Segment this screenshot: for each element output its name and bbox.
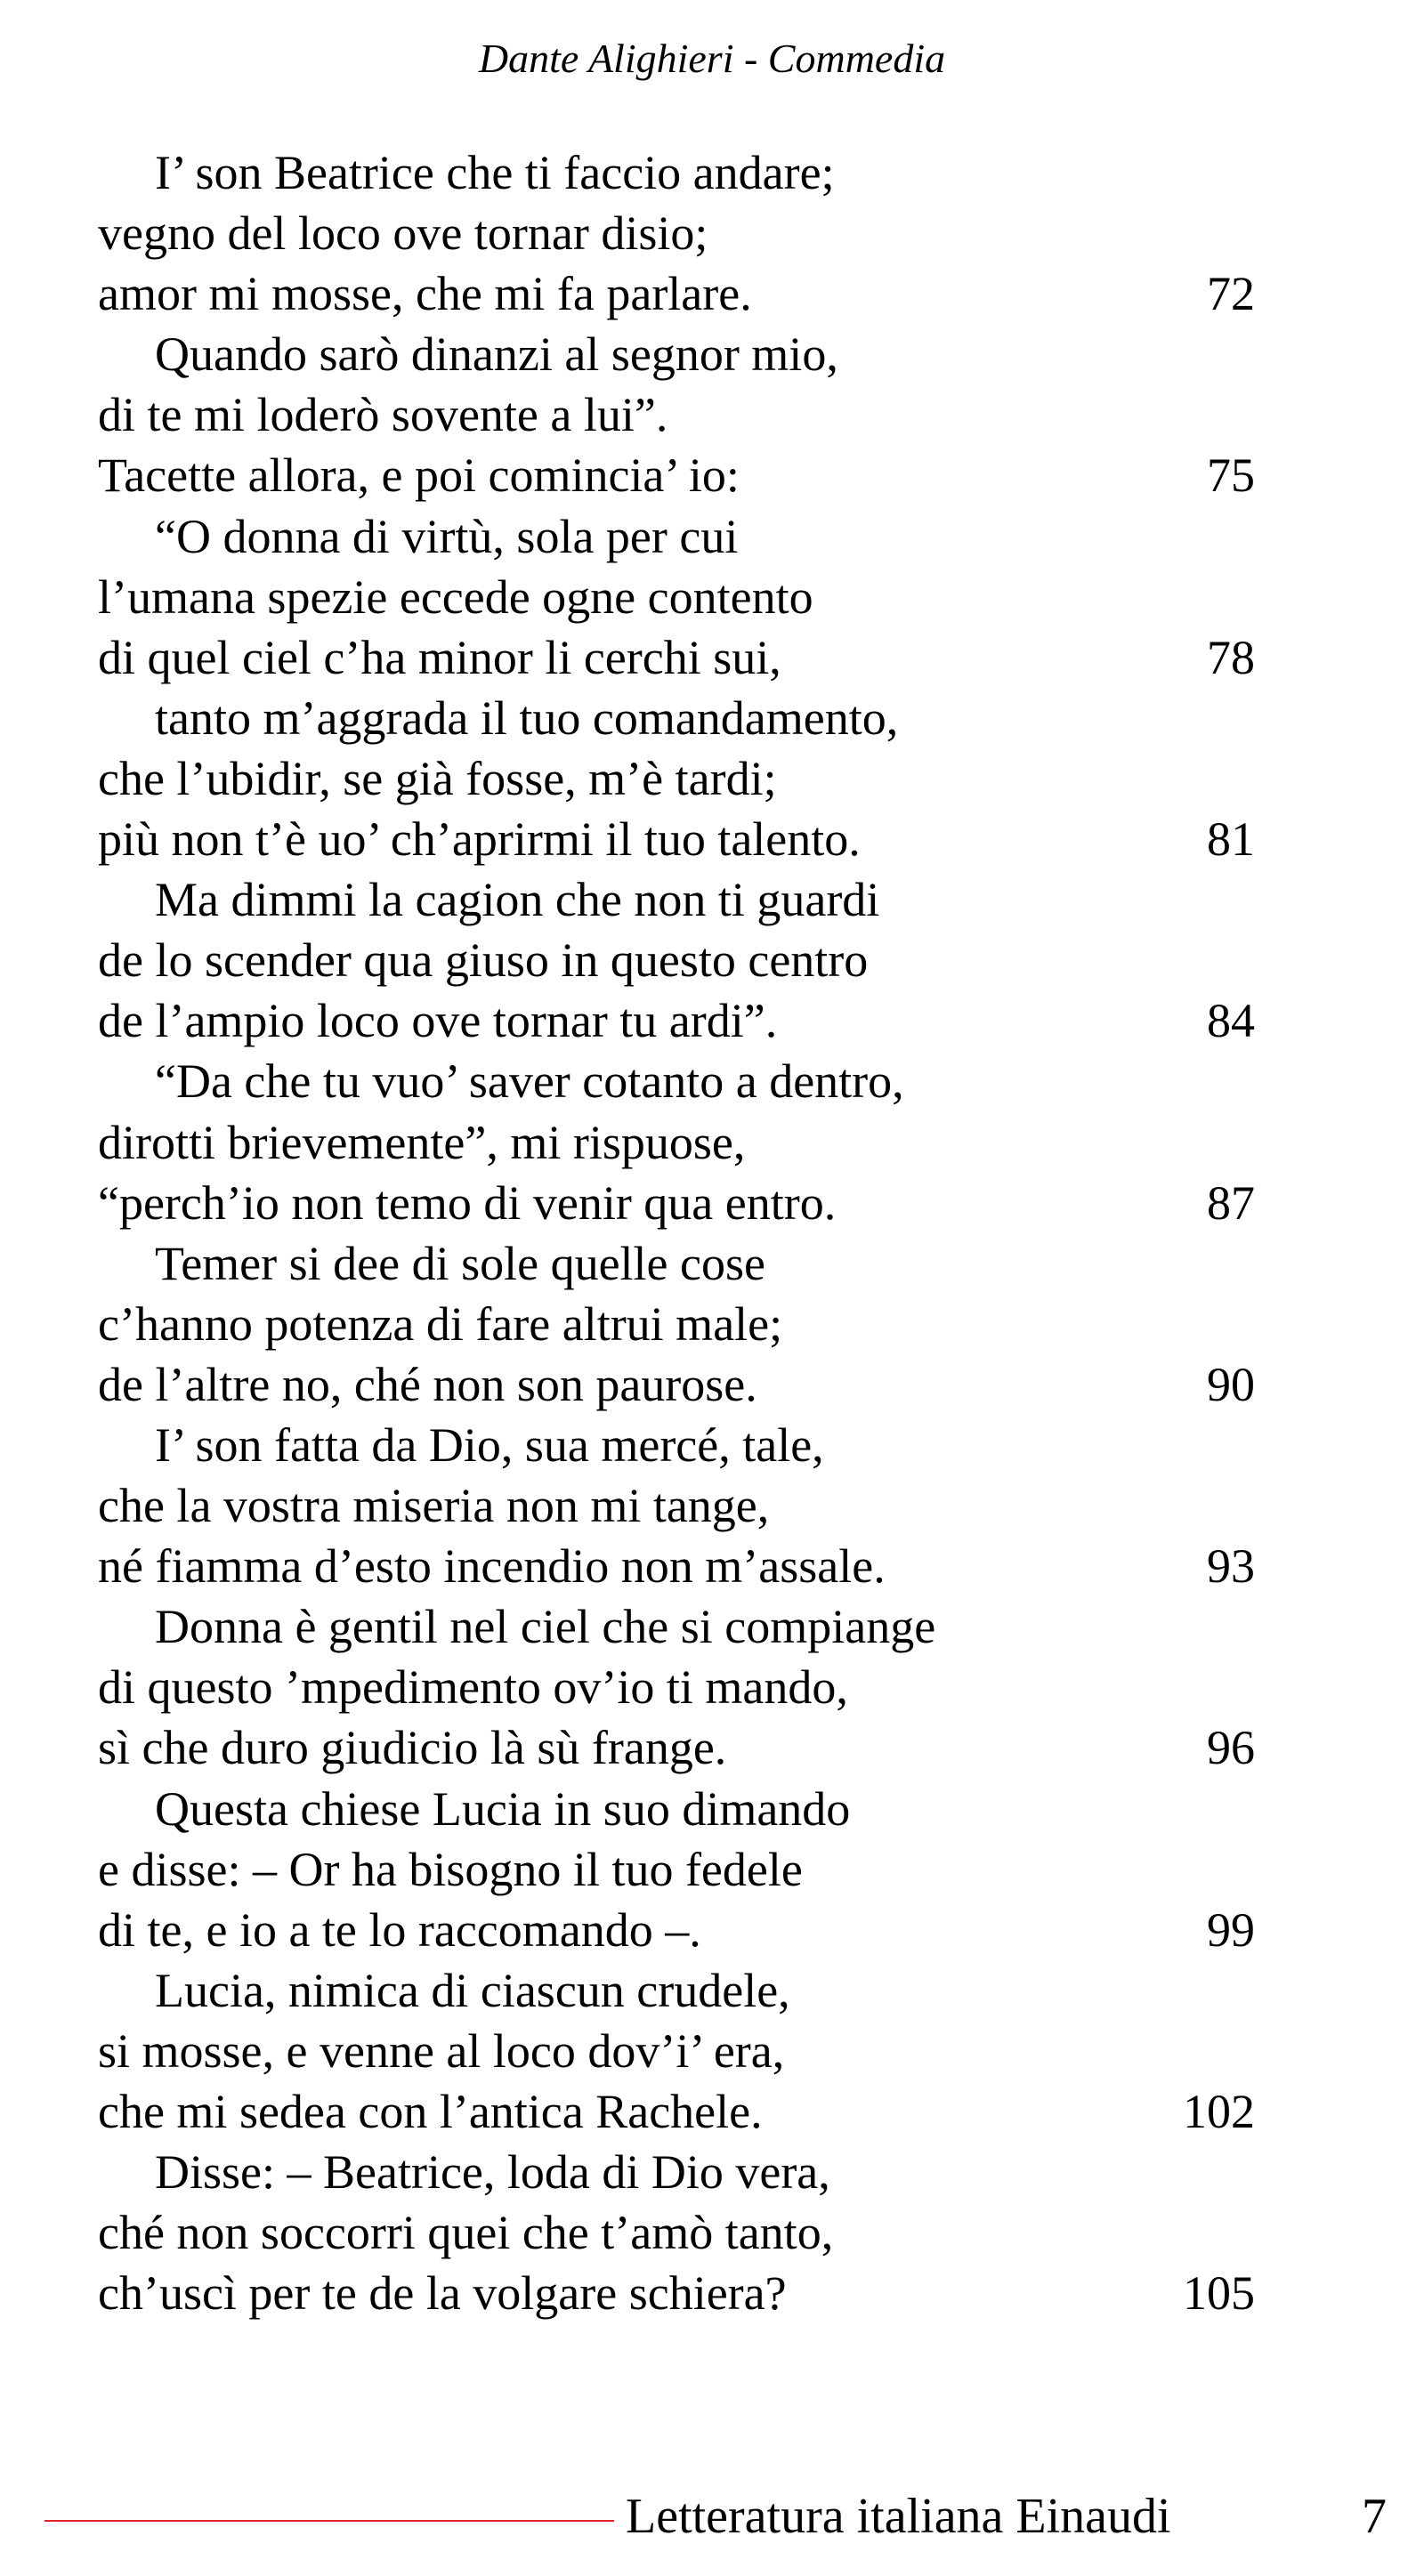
verse-text: Lucia, nimica di ciascun crudele, xyxy=(155,1963,790,2017)
verse-line xyxy=(98,930,1255,990)
verse-text: di quel ciel c’ha minor li cerchi sui, xyxy=(98,630,781,684)
verse-text: “O donna di virtù, sola per cui xyxy=(155,509,739,563)
verse-line xyxy=(98,2021,1255,2081)
verse-number: 102 xyxy=(1183,2085,1255,2138)
verse-line xyxy=(98,142,1255,203)
verse-text: di te, e io a te lo raccomando –. xyxy=(98,1902,701,1957)
verse-line xyxy=(98,1717,1255,1778)
poem-text xyxy=(98,142,1255,2323)
verse-text: “Da che tu vuo’ saver cotanto a dentro, xyxy=(155,1054,904,1109)
verse-text: si mosse, e venne al loco dov’i’ era, xyxy=(98,2023,785,2078)
verse-line xyxy=(98,1596,1255,1657)
verse-line xyxy=(98,1536,1255,1596)
verse-line xyxy=(98,1233,1255,1294)
verse-text: ché non soccorri quei che t’amò tanto, xyxy=(98,2206,834,2260)
verse-line xyxy=(98,506,1255,567)
verse-line xyxy=(98,1415,1255,1475)
verse-line xyxy=(98,1839,1255,1900)
verse-line xyxy=(98,1112,1255,1173)
verse-text: I’ son fatta da Dio, sua mercé, tale, xyxy=(155,1417,824,1472)
verse-number: 84 xyxy=(1207,994,1255,1048)
verse-text: né fiamma d’esto incendio non m’assale. xyxy=(98,1539,886,1594)
verse-number: 72 xyxy=(1207,267,1255,321)
verse-text: l’umana spezie eccede ogne contento xyxy=(98,569,813,624)
verse-line xyxy=(98,2081,1255,2142)
verse-text: vegno del loco ove tornar disio; xyxy=(98,206,708,261)
verse-text: che mi sedea con l’antica Rachele. xyxy=(98,2085,763,2138)
verse-text: di questo ’mpedimento ov’io ti mando, xyxy=(98,1660,848,1715)
verse-text: I’ son Beatrice che ti faccio andare; xyxy=(155,146,835,199)
verse-text: che la vostra miseria non mi tange, xyxy=(98,1479,770,1533)
verse-number: 90 xyxy=(1207,1357,1255,1411)
verse-line xyxy=(98,384,1255,445)
verse-line xyxy=(98,324,1255,384)
verse-number: 99 xyxy=(1207,1902,1255,1957)
verse-text: Quando sarò dinanzi al segnor mio, xyxy=(155,327,838,382)
verse-line xyxy=(98,2142,1255,2202)
verse-line xyxy=(98,1051,1255,1111)
verse-number: 78 xyxy=(1207,630,1255,684)
verse-text: più non t’è uo’ ch’aprirmi il tuo talento. xyxy=(98,812,861,867)
verse-number: 105 xyxy=(1183,2266,1255,2321)
running-head: Dante Alighieri - Commedia xyxy=(478,36,946,81)
footer-rule xyxy=(44,2520,614,2522)
verse-line xyxy=(98,1900,1255,1960)
verse-text: amor mi mosse, che mi fa parlare. xyxy=(98,267,752,321)
verse-text: sì che duro giudicio là sù frange. xyxy=(98,1721,727,1775)
verse-text: Ma dimmi la cagion che non ti guardi xyxy=(155,873,880,927)
verse-line xyxy=(98,263,1255,324)
verse-text: di te mi loderò sovente a lui”. xyxy=(98,388,668,442)
page-number: 7 xyxy=(1362,2489,1387,2544)
verse-text: Disse: – Beatrice, loda di Dio vera, xyxy=(155,2145,830,2200)
verse-text: de lo scender qua giuso in questo centro xyxy=(98,933,869,988)
verse-text: de l’ampio loco ove tornar tu ardi”. xyxy=(98,994,778,1048)
verse-line xyxy=(98,627,1255,688)
verse-number: 96 xyxy=(1207,1721,1255,1775)
verse-line xyxy=(98,1657,1255,1717)
verse-text: dirotti brievemente”, mi rispuose, xyxy=(98,1115,746,1169)
verse-line xyxy=(98,567,1255,627)
verse-line xyxy=(98,809,1255,869)
verse-line xyxy=(98,990,1255,1051)
verse-line xyxy=(98,688,1255,748)
verse-text: Tacette allora, e poi comincia’ io: xyxy=(98,448,740,503)
verse-text: Questa chiese Lucia in suo dimando xyxy=(155,1781,851,1836)
verse-number: 87 xyxy=(1207,1175,1255,1230)
verse-line xyxy=(98,1960,1255,2021)
verse-line xyxy=(98,1294,1255,1354)
verse-line xyxy=(98,1173,1255,1233)
verse-text: “perch’io non temo di venir qua entro. xyxy=(98,1175,837,1230)
verse-text: de l’altre no, ché non son paurose. xyxy=(98,1357,757,1411)
verse-text: Donna è gentil nel ciel che si compiange xyxy=(155,1600,936,1654)
verse-text: tanto m’aggrada il tuo comandamento, xyxy=(155,690,899,745)
verse-line xyxy=(98,748,1255,809)
verse-number: 81 xyxy=(1207,812,1255,867)
verse-line xyxy=(98,1354,1255,1415)
page-footer xyxy=(0,2483,1424,2550)
verse-text: e disse: – Or ha bisogno il tuo fedele xyxy=(98,1842,803,1896)
verse-line xyxy=(98,445,1255,505)
verse-number: 75 xyxy=(1207,448,1255,503)
publisher-name: Letteratura italiana Einaudi xyxy=(626,2489,1171,2544)
verse-text: ch’uscì per te de la volgare schiera? xyxy=(98,2266,787,2321)
verse-line xyxy=(98,2263,1255,2323)
verse-text: c’hanno potenza di fare altrui male; xyxy=(98,1296,783,1351)
verse-line xyxy=(98,1779,1255,1839)
verse-line xyxy=(98,869,1255,930)
verse-text: Temer si dee di sole quelle cose xyxy=(155,1236,765,1290)
verse-number: 93 xyxy=(1207,1539,1255,1594)
verse-line xyxy=(98,2202,1255,2263)
verse-line xyxy=(98,1475,1255,1536)
verse-text: che l’ubidir, se già fosse, m’è tardi; xyxy=(98,751,777,805)
verse-line xyxy=(98,203,1255,263)
